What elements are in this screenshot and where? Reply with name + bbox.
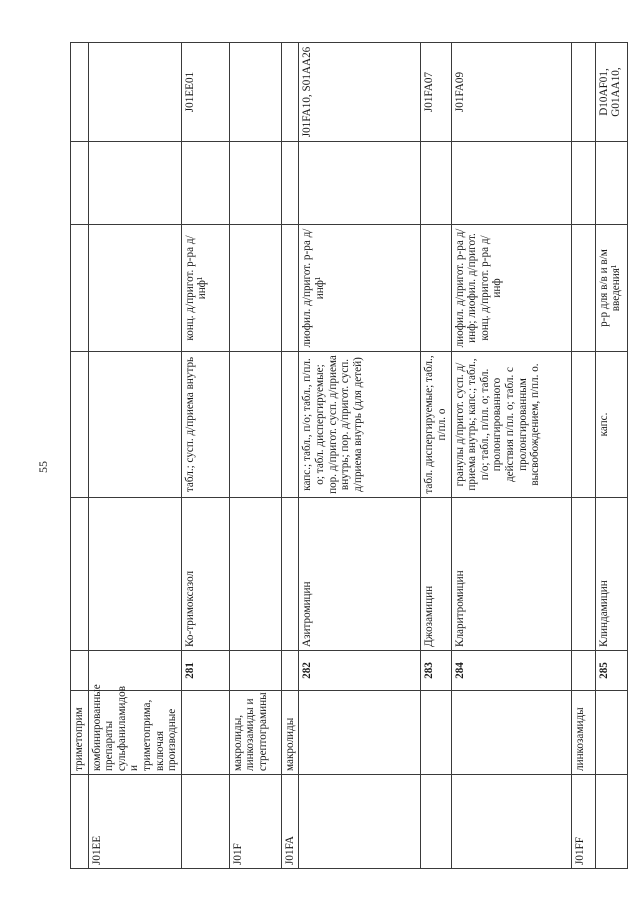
- atc-group-code: J01EE: [88, 775, 181, 869]
- drug-name: Азитромицин: [299, 498, 421, 651]
- dosage-form: капс.; табл., п/о; табл., п/пл. о; табл. диспергируемые; пор. д/пригот. сусп. д/приема внутрь; пор. д/пригот. сусп. д/приема внутрь (для детей): [299, 352, 421, 498]
- atc-group-name: [299, 691, 421, 775]
- drug-name: [88, 498, 181, 651]
- table-row: [299, 43, 421, 869]
- atc-code: J01FA07: [421, 43, 451, 142]
- dosage-form-parenteral: [88, 225, 181, 352]
- atc-group-code: J01FA: [281, 775, 299, 869]
- blank-cell: [571, 142, 595, 225]
- blank-cell: [181, 142, 229, 225]
- atc-group-name: комбинированные препараты сульфаниламидов и триметоприма, включая производные: [88, 691, 181, 775]
- dosage-form-parenteral: конц. д/пригот. р-ра д/инф¹: [181, 225, 229, 352]
- blank-cell: [88, 142, 181, 225]
- dosage-form: [71, 352, 89, 498]
- atc-code: [71, 43, 89, 142]
- table-row: [281, 43, 299, 869]
- atc-code: D10AF01, G01AA10,: [595, 43, 627, 142]
- atc-group-name: триметоприм: [71, 691, 89, 775]
- row-number: 284: [451, 651, 571, 691]
- atc-group-code: [299, 775, 421, 869]
- atc-group-code: [421, 775, 451, 869]
- drug-list-table: [70, 42, 628, 869]
- drug-name: Ко-тримоксазол: [181, 498, 229, 651]
- blank-cell: [595, 142, 627, 225]
- table-row: [421, 43, 451, 869]
- dosage-form-parenteral: [229, 225, 281, 352]
- atc-code: [571, 43, 595, 142]
- dosage-form: [229, 352, 281, 498]
- atc-group-name: [595, 691, 627, 775]
- dosage-form-parenteral: [281, 225, 299, 352]
- row-number: [571, 651, 595, 691]
- atc-code: J01EE01: [181, 43, 229, 142]
- blank-cell: [421, 142, 451, 225]
- atc-group-name: макролиды: [281, 691, 299, 775]
- atc-group-name: [451, 691, 571, 775]
- blank-cell: [281, 142, 299, 225]
- blank-cell: [299, 142, 421, 225]
- row-number: 283: [421, 651, 451, 691]
- atc-code: [229, 43, 281, 142]
- row-number: [281, 651, 299, 691]
- atc-group-name: [181, 691, 229, 775]
- atc-group-code: J01F: [229, 775, 281, 869]
- row-number: [71, 651, 89, 691]
- atc-code: [88, 43, 181, 142]
- dosage-form: табл. диспергируемые; табл., п/пл. о: [421, 352, 451, 498]
- table-row: [451, 43, 571, 869]
- dosage-form: табл.; сусп. д/приема внутрь: [181, 352, 229, 498]
- dosage-form: [281, 352, 299, 498]
- table-row: [71, 43, 89, 869]
- drug-name: [571, 498, 595, 651]
- dosage-form: гранулы д/пригот. сусп. д/приема внутрь; капс.; табл., п/о; табл., п/пл. о; табл. пролонгированного действия п/пл. о; табл. с пролонгированным высвобождением, п/пл. о.: [451, 352, 571, 498]
- atc-code: J01FA10, S01AA26: [299, 43, 421, 142]
- drug-name: [281, 498, 299, 651]
- table-row: [571, 43, 595, 869]
- dosage-form-parenteral: р-р для в/в и в/м введения¹: [595, 225, 627, 352]
- atc-group-name: [421, 691, 451, 775]
- drug-name: Джозамицин: [421, 498, 451, 651]
- dosage-form: [571, 352, 595, 498]
- atc-code: [281, 43, 299, 142]
- table-row: [181, 43, 229, 869]
- dosage-form: капс.: [595, 352, 627, 498]
- dosage-form-parenteral: [571, 225, 595, 352]
- drug-name: Кларитромицин: [451, 498, 571, 651]
- blank-cell: [229, 142, 281, 225]
- dosage-form: [88, 352, 181, 498]
- dosage-form-parenteral: лиофил. д/пригот. р-ра д/инф; лиофил. д/пригот. конц. д/пригот. р-ра д/инф: [451, 225, 571, 352]
- blank-cell: [71, 142, 89, 225]
- table-row: [88, 43, 181, 869]
- row-number: 285: [595, 651, 627, 691]
- atc-group-code: [71, 775, 89, 869]
- atc-group-code: [181, 775, 229, 869]
- row-number: 282: [299, 651, 421, 691]
- table-row: [229, 43, 281, 869]
- row-number: [229, 651, 281, 691]
- atc-group-name: линкозамиды: [571, 691, 595, 775]
- atc-code: J01FA09: [451, 43, 571, 142]
- atc-group-code: J01FF: [571, 775, 595, 869]
- atc-group-code: [451, 775, 571, 869]
- dosage-form-parenteral: [71, 225, 89, 352]
- dosage-form-parenteral: [421, 225, 451, 352]
- row-number: 281: [181, 651, 229, 691]
- table-row: [595, 43, 627, 869]
- drug-name: [71, 498, 89, 651]
- page-number: 55: [36, 461, 50, 473]
- atc-group-name: макролиды, линкозамиды и стрептограмины: [229, 691, 281, 775]
- drug-name: Клиндамицин: [595, 498, 627, 651]
- atc-group-code: [595, 775, 627, 869]
- blank-cell: [451, 142, 571, 225]
- dosage-form-parenteral: лиофил. д/пригот. р-ра д/инф¹: [299, 225, 421, 352]
- drug-name: [229, 498, 281, 651]
